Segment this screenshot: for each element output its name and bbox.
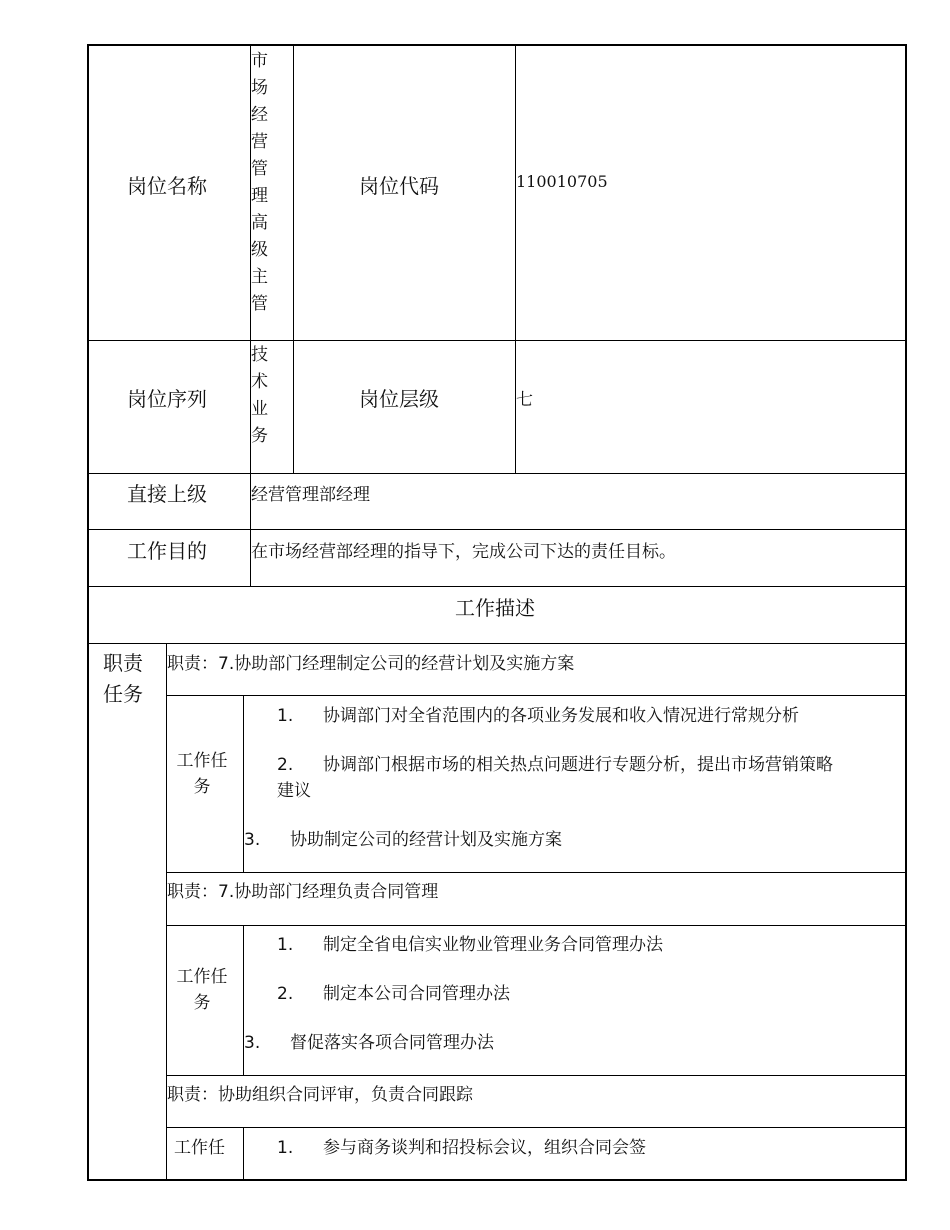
position-series-value: 技术业务 (251, 345, 268, 446)
description-header: 工作描述 (455, 596, 535, 620)
position-name-label: 岗位名称 (127, 174, 207, 198)
task-item (277, 1133, 646, 1158)
task-text-continuation: 建议 (277, 781, 311, 801)
duty-title: 职责：协助组织合同评审，负责合同跟踪 (167, 1085, 473, 1105)
task-text: 督促落实各项合同管理办法 (290, 1033, 494, 1053)
duties-label: 职责任务 (103, 651, 143, 706)
task-item (244, 825, 562, 850)
position-name-value: 市场经营管理高级主管 (251, 51, 268, 314)
position-series-label: 岗位序列 (127, 387, 207, 411)
task-label: 工作任 (174, 1138, 225, 1158)
task-number: 1. (277, 706, 294, 726)
task-number: 3. (244, 830, 261, 850)
position-level-label: 岗位层级 (359, 387, 439, 411)
supervisor-label: 直接上级 (127, 482, 207, 506)
task-item (277, 701, 799, 726)
duty-title: 职责：7.协助部门经理负责合同管理 (167, 882, 439, 902)
task-number: 1. (277, 935, 294, 955)
task-text: 协调部门对全省范围内的各项业务发展和收入情况进行常规分析 (323, 706, 799, 726)
task-item (277, 979, 510, 1004)
task-text: 协调部门根据市场的相关热点问题进行专题分析，提出市场营销策略 (323, 755, 833, 775)
task-text: 参与商务谈判和招投标会议，组织合同会签 (323, 1138, 646, 1158)
task-text: 协助制定公司的经营计划及实施方案 (290, 830, 562, 850)
position-code-value: 110010705 (516, 172, 608, 191)
duty-title: 职责：7.协助部门经理制定公司的经营计划及实施方案 (167, 654, 575, 674)
task-label: 工作任务 (176, 967, 228, 1013)
task-item (277, 930, 663, 955)
task-number: 2. (277, 984, 294, 1004)
task-number: 2. (277, 755, 294, 775)
purpose-label: 工作目的 (127, 539, 207, 563)
task-number: 3. (244, 1033, 261, 1053)
task-item (244, 1028, 494, 1053)
task-item (277, 750, 833, 775)
purpose-value: 在市场经营部经理的指导下，完成公司下达的责任目标。 (251, 542, 676, 562)
position-code-label: 岗位代码 (359, 174, 439, 198)
task-text: 制定本公司合同管理办法 (323, 984, 510, 1004)
task-label: 工作任务 (176, 751, 228, 797)
task-number: 1. (277, 1138, 294, 1158)
supervisor-value: 经营管理部经理 (251, 485, 370, 505)
position-level-value: 七 (516, 390, 533, 410)
task-text: 制定全省电信实业物业管理业务合同管理办法 (323, 935, 663, 955)
